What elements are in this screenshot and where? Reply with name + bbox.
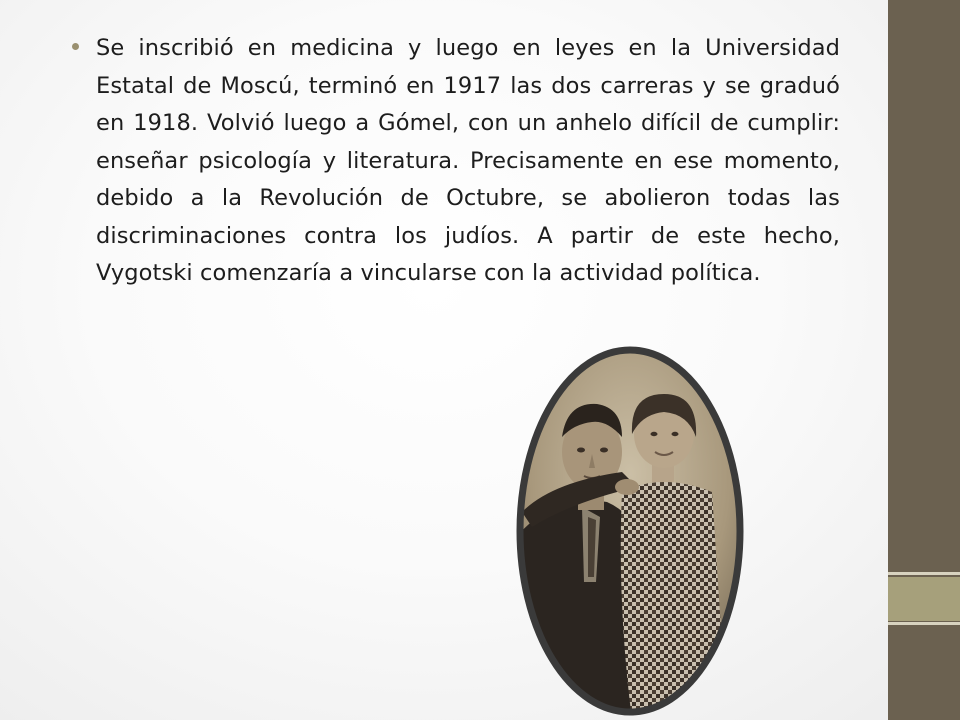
body-paragraph: Se inscribió en medicina y luego en leyes en la Universidad Estatal de Moscú, terminó en 1917 las dos carreras y se graduó en 1918. Volvió luego a Gómel, con un anhelo difícil de cumplir: enseñar psicología y literatura. Precisamente en ese momento, debido a la Revolución de Octubre, se abolieron todas las discriminaciones contra los judíos. A partir de este hecho, Vygotski comenzaría a vincularse con la actividad política.	[96, 35, 840, 286]
side-band-divider-top	[888, 572, 960, 575]
portrait-photo	[512, 342, 748, 720]
bullet-dot-icon	[72, 43, 79, 50]
bullet-item	[72, 30, 840, 293]
side-band-accent	[888, 577, 960, 621]
photo-content	[512, 342, 748, 720]
decorative-side-bar	[888, 0, 960, 720]
side-band-bottom	[888, 625, 960, 720]
